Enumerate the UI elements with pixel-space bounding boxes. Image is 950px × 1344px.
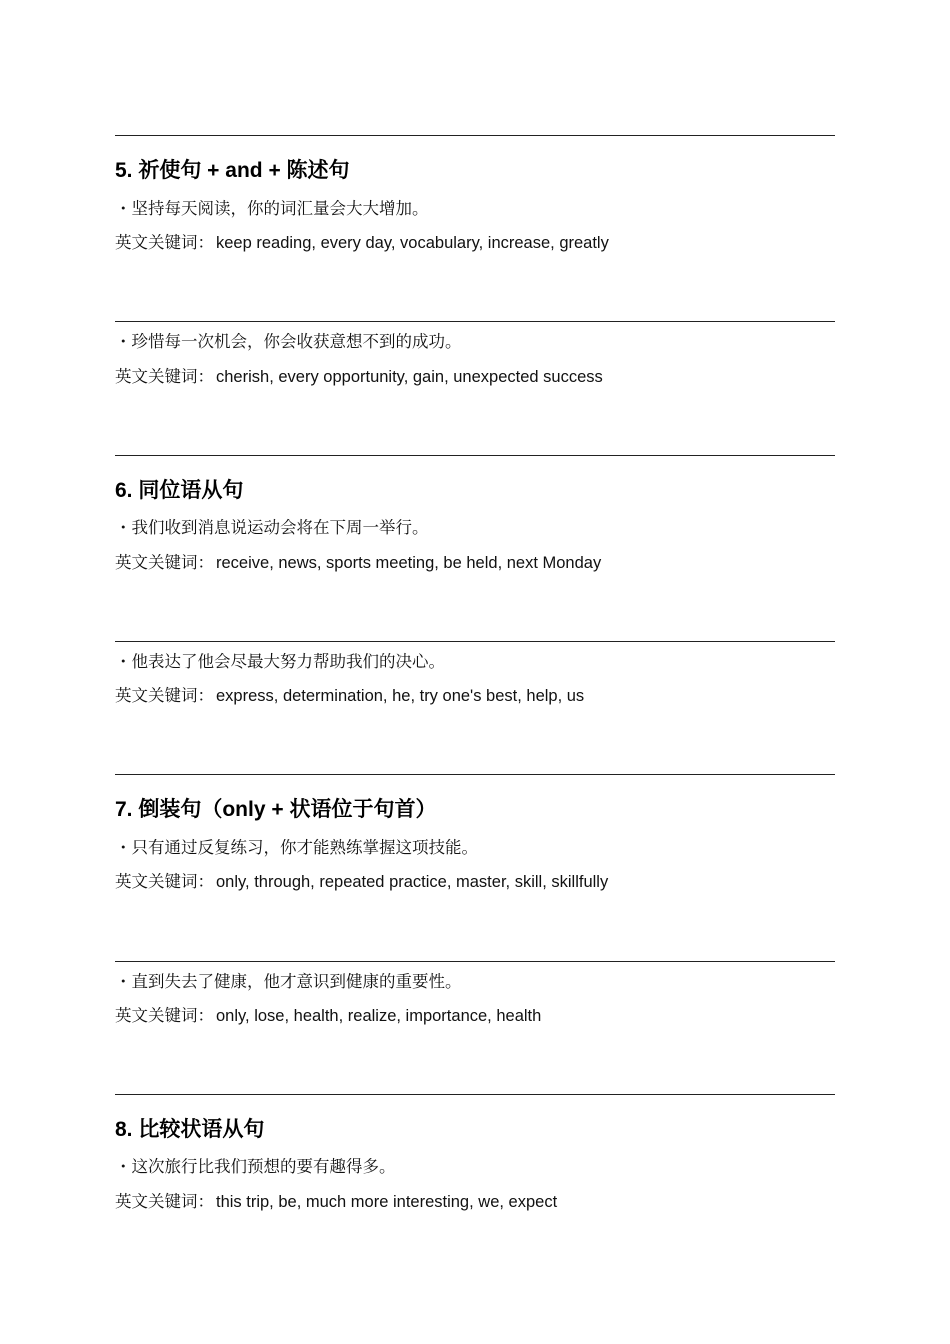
- keyword-label: 英文关键词：: [115, 1007, 214, 1025]
- keyword-label: 英文关键词：: [115, 554, 214, 572]
- item-divider: [115, 961, 835, 962]
- keyword-label: 英文关键词：: [115, 368, 214, 386]
- keyword-line: [115, 871, 608, 893]
- keyword-list: this trip, be, much more interesting, we, expect: [216, 1193, 558, 1211]
- keyword-line: [115, 685, 584, 707]
- section-divider: [115, 774, 835, 775]
- keyword-line: [115, 552, 601, 574]
- section-heading-7: 7. 倒装句（only + 状语位于句首）: [115, 798, 437, 821]
- item-divider: [115, 321, 835, 322]
- section-divider: [115, 1094, 835, 1095]
- keyword-list: keep reading, every day, vocabulary, increase, greatly: [216, 234, 609, 252]
- chinese-sentence: ・他表达了他会尽最大努力帮助我们的决心。: [115, 653, 445, 671]
- keyword-list: cherish, every opportunity, gain, unexpected success: [216, 368, 603, 386]
- item-divider: [115, 641, 835, 642]
- keyword-label: 英文关键词：: [115, 873, 214, 891]
- keyword-label: 英文关键词：: [115, 1193, 214, 1211]
- chinese-sentence: ・我们收到消息说运动会将在下周一举行。: [115, 519, 429, 537]
- keyword-label: 英文关键词：: [115, 234, 214, 252]
- chinese-sentence: ・直到失去了健康，他才意识到健康的重要性。: [115, 973, 462, 991]
- section-heading-5: 5. 祈使句 + and + 陈述句: [115, 159, 350, 182]
- keyword-list: receive, news, sports meeting, be held, next Monday: [216, 554, 602, 572]
- section-divider: [115, 135, 835, 136]
- keyword-line: [115, 1191, 557, 1213]
- section-heading-8: 8. 比较状语从句: [115, 1118, 265, 1141]
- keyword-list: only, through, repeated practice, master, skill, skillfully: [216, 873, 609, 891]
- keyword-line: [115, 366, 603, 388]
- keyword-list: express, determination, he, try one's best, help, us: [216, 687, 585, 705]
- section-heading-6: 6. 同位语从句: [115, 479, 244, 502]
- chinese-sentence: ・这次旅行比我们预想的要有趣得多。: [115, 1158, 396, 1176]
- keyword-list: only, lose, health, realize, importance, health: [216, 1007, 542, 1025]
- chinese-sentence: ・坚持每天阅读，你的词汇量会大大增加。: [115, 200, 429, 218]
- keyword-label: 英文关键词：: [115, 687, 214, 705]
- chinese-sentence: ・珍惜每一次机会，你会收获意想不到的成功。: [115, 333, 462, 351]
- section-divider: [115, 455, 835, 456]
- keyword-line: [115, 232, 609, 254]
- chinese-sentence: ・只有通过反复练习，你才能熟练掌握这项技能。: [115, 839, 478, 857]
- keyword-line: [115, 1005, 541, 1027]
